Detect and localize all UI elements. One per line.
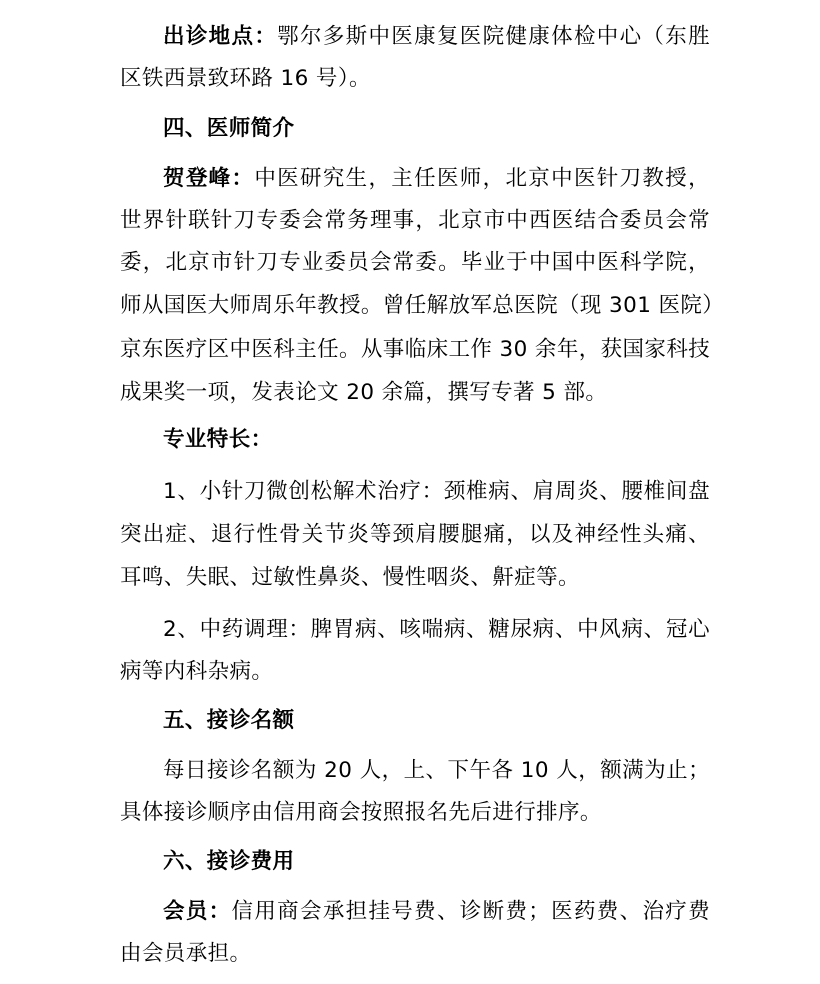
doctor-name: 贺登峰： bbox=[163, 166, 255, 191]
location-line-2: 区铁西景致环路 16 号）。 bbox=[120, 66, 371, 91]
quota-line-2: 具体接诊顺序由信用商会按照报名先后进行排序。 bbox=[120, 800, 602, 825]
location-label: 出诊地点： bbox=[163, 24, 278, 49]
doctor-bio-line-3: 委，北京市针刀专业委员会常委。毕业于中国中医科学院， bbox=[120, 250, 710, 275]
section-heading-fees: 六、接诊费用 bbox=[163, 849, 295, 874]
doctor-bio-line-1 bbox=[163, 164, 710, 194]
member-label: 会员： bbox=[163, 899, 232, 924]
fees-line-1 bbox=[163, 897, 710, 927]
doctor-bio-line-2: 世界针联针刀专委会常务理事，北京市中西医结合委员会常 bbox=[120, 208, 710, 233]
location-text-1: 鄂尔多斯中医康复医院健康体检中心（东胜 bbox=[277, 24, 710, 49]
fees-line-2: 由会员承担。 bbox=[120, 941, 252, 966]
doctor-bio-line-4: 师从国医大师周乐年教授。曾任解放军总医院（现 301 医院） bbox=[120, 293, 725, 318]
specialty-2-line-1: 2、中药调理：脾胃病、咳喘病、糖尿病、中风病、冠心 bbox=[163, 617, 710, 642]
specialty-1-line-1: 1、小针刀微创松解术治疗：颈椎病、肩周炎、腰椎间盘 bbox=[163, 479, 710, 504]
quota-line-1: 每日接诊名额为 20 人，上、下午各 10 人，额满为止； bbox=[163, 758, 710, 783]
doctor-bio-text-1: 中医研究生，主任医师，北京中医针刀教授， bbox=[254, 166, 710, 191]
location-line-1 bbox=[163, 22, 710, 52]
doctor-bio-line-6: 成果奖一项，发表论文 20 余篇，撰写专著 5 部。 bbox=[120, 380, 608, 405]
section-heading-quota: 五、接诊名额 bbox=[163, 708, 295, 733]
fees-text-1: 信用商会承担挂号费、诊断费；医药费、治疗费 bbox=[231, 899, 711, 924]
section-heading-doctor-intro: 四、医师简介 bbox=[163, 116, 295, 141]
specialty-2-line-2: 病等内科杂病。 bbox=[120, 659, 274, 684]
doctor-bio-line-5: 京东医疗区中医科主任。从事临床工作 30 余年，获国家科技 bbox=[120, 337, 711, 362]
specialty-1-line-2: 突出症、退行性骨关节炎等颈肩腰腿痛，以及神经性头痛、 bbox=[120, 522, 710, 547]
specialty-1-line-3: 耳鸣、失眠、过敏性鼻炎、慢性咽炎、鼾症等。 bbox=[120, 565, 580, 590]
specialty-heading: 专业特长： bbox=[163, 427, 273, 452]
